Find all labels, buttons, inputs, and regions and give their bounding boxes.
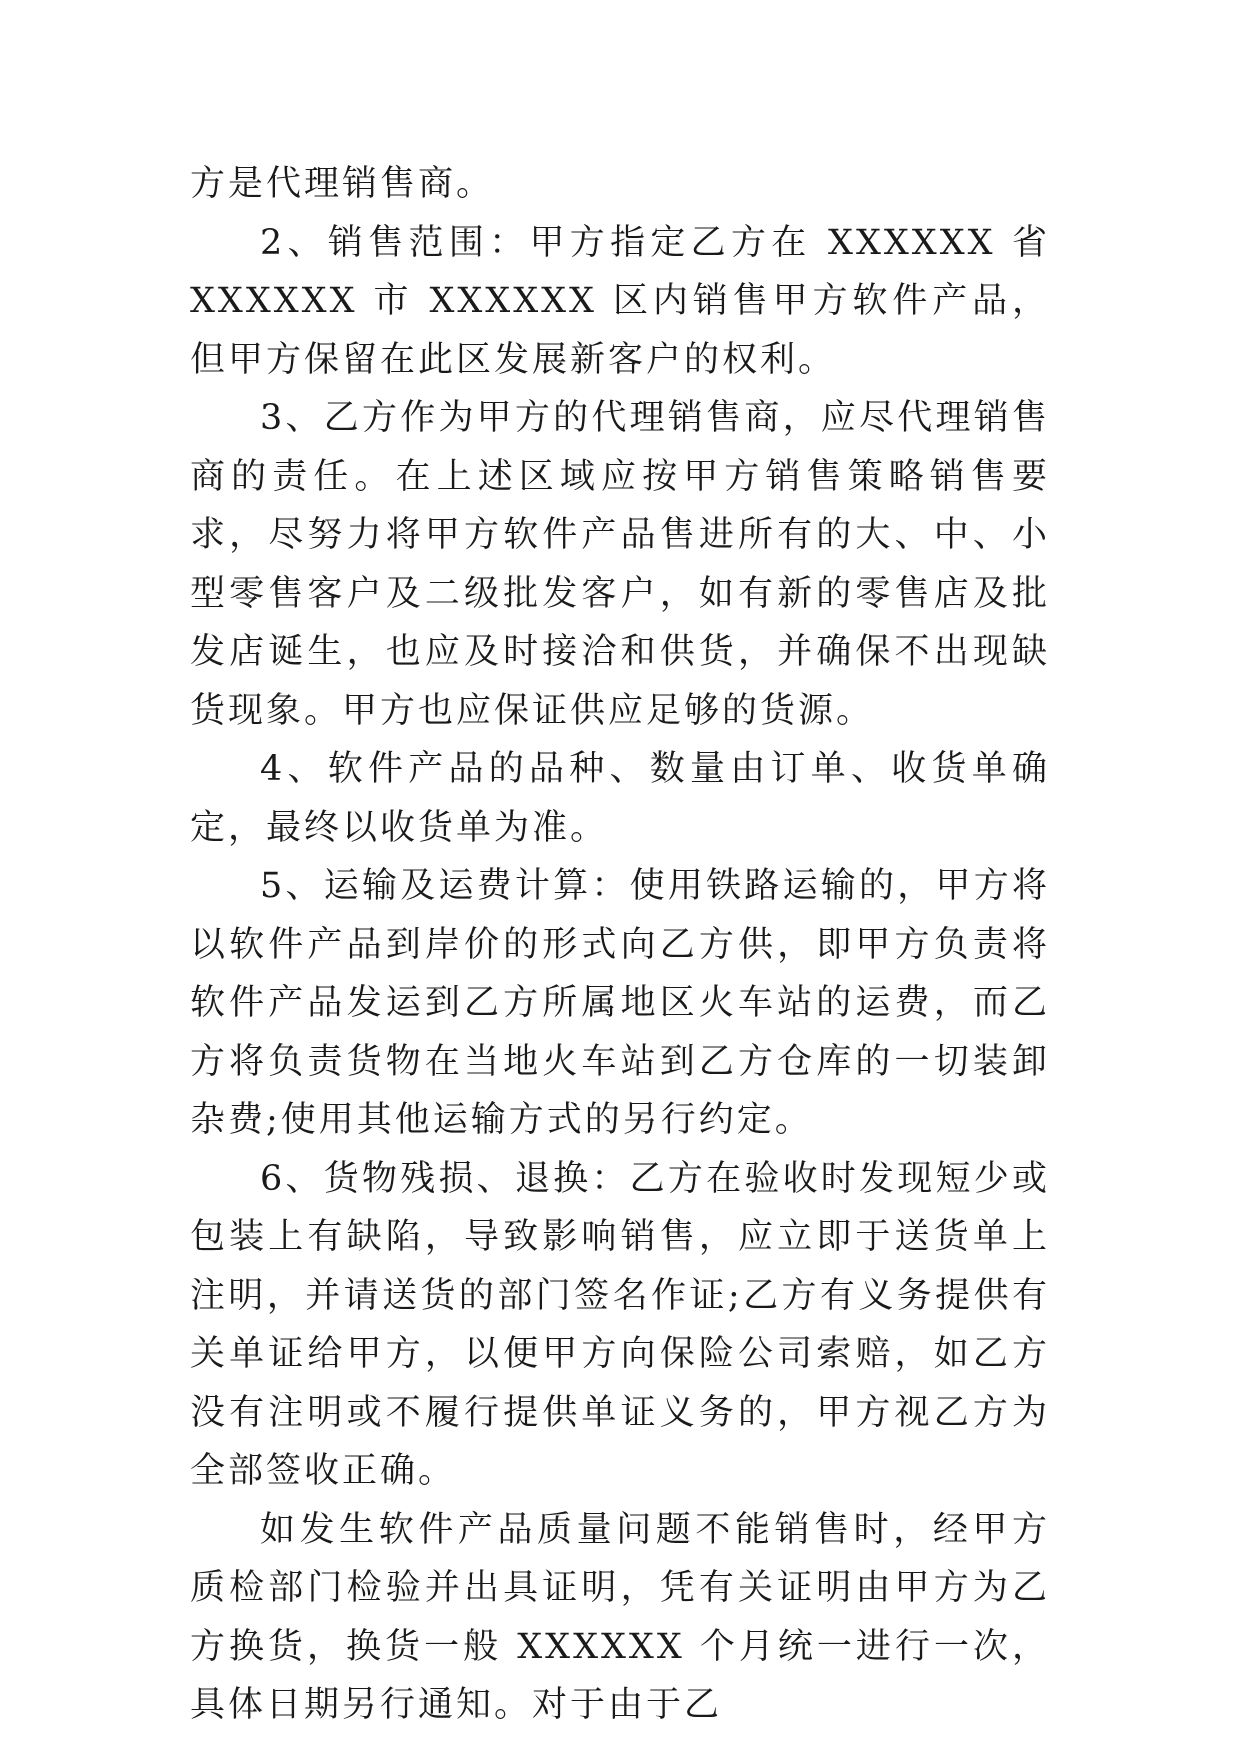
paragraph-7: 如发生软件产品质量问题不能销售时，经甲方质检部门检验并出具证明，凭有关证明由甲方为乙方换货，换货一般 XXXXXX 个月统一进行一次，具体日期另行通知。对于由于乙 <box>190 1509 1050 1725</box>
paragraph-6: 6、货物残损、退换：乙方在验收时发现短少或包装上有缺陷，导致影响销售，应立即于送货单上注明，并请送货的部门签名作证;乙方有义务提供有关单证给甲方，以便甲方向保险公司索赔，如乙方没有注明或不履行提供单证义务的，甲方视乙方为全部签收正确。 <box>190 1158 1050 1491</box>
paragraph-2: 2、销售范围：甲方指定乙方在 XXXXXX 省 XXXXXX 市 XXXXXX 区内销售甲方软件产品，但甲方保留在此区发展新客户的权利。 <box>190 222 1050 380</box>
paragraph-5: 5、运输及运费计算：使用铁路运输的，甲方将以软件产品到岸价的形式向乙方供，即甲方负责将软件产品发运到乙方所属地区火车站的运费，而乙方将负责货物在当地火车站到乙方仓库的一切装卸杂费;使用其他运输方式的另行约定。 <box>190 866 1050 1140</box>
paragraph-3: 3、乙方作为甲方的代理销售商，应尽代理销售商的责任。在上述区域应按甲方销售策略销售要求，尽努力将甲方软件产品售进所有的大、中、小型零售客户及二级批发客户，如有新的零售店及批发店诞生，也应及时接洽和供货，并确保不出现缺货现象。甲方也应保证供应足够的货源。 <box>190 398 1050 731</box>
paragraph-1: 方是代理销售商。 <box>190 164 495 204</box>
paragraph-4: 4、软件产品的品种、数量由订单、收货单确定，最终以收货单为准。 <box>190 749 1050 848</box>
document-body <box>190 155 1050 1735</box>
